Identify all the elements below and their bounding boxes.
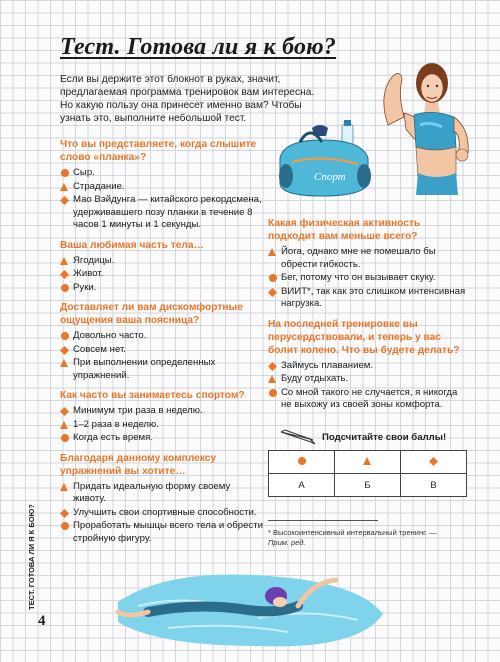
answer-option [60, 330, 265, 343]
triangle-marker-icon [268, 248, 276, 256]
diamond-marker-icon [429, 457, 438, 466]
score-mark-cell [401, 451, 467, 474]
score-marks-row [269, 451, 467, 474]
answer-text: Займусь плаванием. [281, 359, 374, 371]
circle-marker-icon [61, 169, 69, 177]
triangle-marker-icon [60, 257, 68, 265]
diamond-marker-icon [60, 346, 69, 355]
swimmer-illustration [108, 562, 393, 652]
answer-option [60, 268, 265, 281]
answer-text: При выполнении определенных упражнений. [73, 357, 216, 381]
triangle-marker-icon [363, 457, 371, 465]
score-title: Подсчитайте свои баллы! [322, 432, 447, 443]
answer-option [60, 357, 265, 382]
answer-option [60, 419, 265, 432]
bag-label: Спорт [314, 171, 346, 183]
answer-option [268, 360, 468, 373]
woman-illustration [370, 55, 480, 205]
circle-marker-icon [61, 332, 69, 340]
question-text: Ваша любимая часть тела… [60, 239, 204, 251]
answer-text: Руки. [73, 281, 97, 293]
answer-option [60, 481, 265, 506]
answer-option [268, 373, 468, 386]
answer-list [60, 330, 265, 382]
diamond-marker-icon [60, 196, 69, 205]
answer-text: ВИИТ*, так как это слишком интенсивная нагрузка. [281, 285, 466, 309]
answer-option [60, 432, 265, 445]
diamond-marker-icon [60, 270, 69, 279]
answer-text: Мао Вэйдунга — китайского рекордсмена, удерживавшего позу планки в течение 8 часов 1 минуты и 1 секунды. [73, 194, 262, 230]
pencil-icon [279, 428, 319, 446]
question-block [60, 389, 265, 445]
triangle-marker-icon [60, 359, 68, 367]
answer-list [268, 246, 468, 311]
circle-marker-icon [61, 522, 69, 530]
answer-text: 1–2 раза в неделю. [73, 418, 159, 430]
answer-text: Йога, однако мне не помешало бы обрести гибкость. [281, 246, 436, 270]
answer-option [268, 246, 468, 271]
right-questions [268, 217, 468, 419]
answer-list [60, 255, 265, 295]
running-header-text: ТЕСТ. ГОТОВА ЛИ Я К БОЮ? [27, 504, 36, 610]
question-block [268, 318, 468, 412]
score-label-cell: В [401, 474, 467, 497]
answer-text: Улучшить свои спортивные способности. [73, 506, 257, 518]
left-questions [60, 138, 265, 552]
footnote [268, 528, 478, 548]
answer-option [60, 344, 265, 357]
footnote-text: * Высокоинтенсивный интервальный тренинг. — [268, 528, 437, 537]
page-number: 4 [38, 613, 46, 629]
question-text: Как часто вы занимаетесь спортом? [60, 390, 245, 401]
diamond-marker-icon [60, 407, 69, 416]
triangle-marker-icon [60, 421, 68, 429]
answer-text: Проработать мышцы всего тела и обрести стройную фигуру. [73, 520, 263, 544]
answer-text: Придать идеальную форму своему животу. [73, 480, 231, 504]
question-text: На последней тренировке вы перусердствовали, и теперь у вас болит колено. Что вы будете делать? [268, 318, 460, 356]
question-text: Что вы представляете, когда слышите слово «планка»? [60, 139, 257, 163]
score-mark-cell [269, 451, 335, 474]
question-block [60, 138, 265, 232]
answer-text: Когда есть время. [73, 432, 154, 443]
circle-marker-icon [298, 457, 306, 465]
answer-text: Сыр. [73, 167, 95, 178]
sports-bag-illustration [272, 118, 377, 203]
circle-marker-icon [61, 284, 69, 292]
question-text: Какая физическая активность подходит вам меньше всего? [268, 218, 421, 242]
answer-text: Минимум три раза в неделю. [73, 405, 203, 416]
answer-option [60, 507, 265, 520]
score-labels-row [269, 474, 467, 497]
triangle-marker-icon [60, 483, 68, 491]
answer-option [268, 272, 468, 285]
answer-list [60, 167, 265, 232]
question-text: Благодаря данному комплексу упражнений вы хотите… [60, 452, 217, 477]
question-block [60, 301, 265, 382]
answer-text: Совсем нет. [73, 343, 126, 355]
answer-option [60, 167, 265, 180]
answer-text: Буду отдыхать. [281, 373, 349, 384]
answer-option [60, 255, 265, 268]
answer-option [60, 520, 265, 545]
answer-text: Со мной такого не случается, я никогда не выхожу из своей зоны комфорта. [281, 386, 458, 410]
answer-list [60, 481, 265, 546]
score-label-cell: А [269, 474, 335, 497]
score-mark-cell [335, 451, 401, 474]
answer-text: Ягодицы. [73, 254, 115, 266]
score-label-cell: Б [335, 474, 401, 497]
circle-marker-icon [61, 434, 69, 442]
answer-option [60, 194, 265, 232]
question-block [268, 217, 468, 311]
running-header [27, 490, 43, 610]
triangle-marker-icon [268, 375, 276, 383]
question-block [60, 452, 265, 546]
circle-marker-icon [269, 274, 277, 282]
triangle-marker-icon [60, 183, 68, 191]
footnote-rule [268, 520, 378, 521]
footnote-note: Прим. ред. [268, 538, 306, 547]
answer-option [268, 286, 468, 311]
question-block [60, 239, 265, 295]
answer-text: Бег, потому что он вызывает скуку. [281, 272, 436, 283]
circle-marker-icon [269, 389, 277, 397]
diamond-marker-icon [60, 509, 69, 518]
intro-paragraph: Если вы держите этот блокнот в руках, значит, предлагаемая программа тренировок вам интересна. Но какую пользу она принесет именно вам? Чтобы узнать это, выполните небольшой тест. [60, 74, 315, 124]
answer-text: Живот. [73, 268, 104, 279]
answer-option [60, 405, 265, 418]
score-table [268, 450, 467, 497]
answer-list [60, 405, 265, 445]
question-text: Доставляет ли вам дискомфортные ощущения ваша поясница? [60, 302, 243, 326]
answer-text: Страдание. [73, 180, 125, 192]
answer-option [60, 282, 265, 295]
page-title: Тест. Готова ли я к бою? [60, 34, 337, 60]
answer-text: Довольно часто. [73, 330, 147, 341]
answer-option [268, 387, 468, 412]
diamond-marker-icon [268, 362, 277, 371]
diamond-marker-icon [268, 288, 277, 297]
answer-option [60, 181, 265, 194]
answer-list [268, 360, 468, 412]
